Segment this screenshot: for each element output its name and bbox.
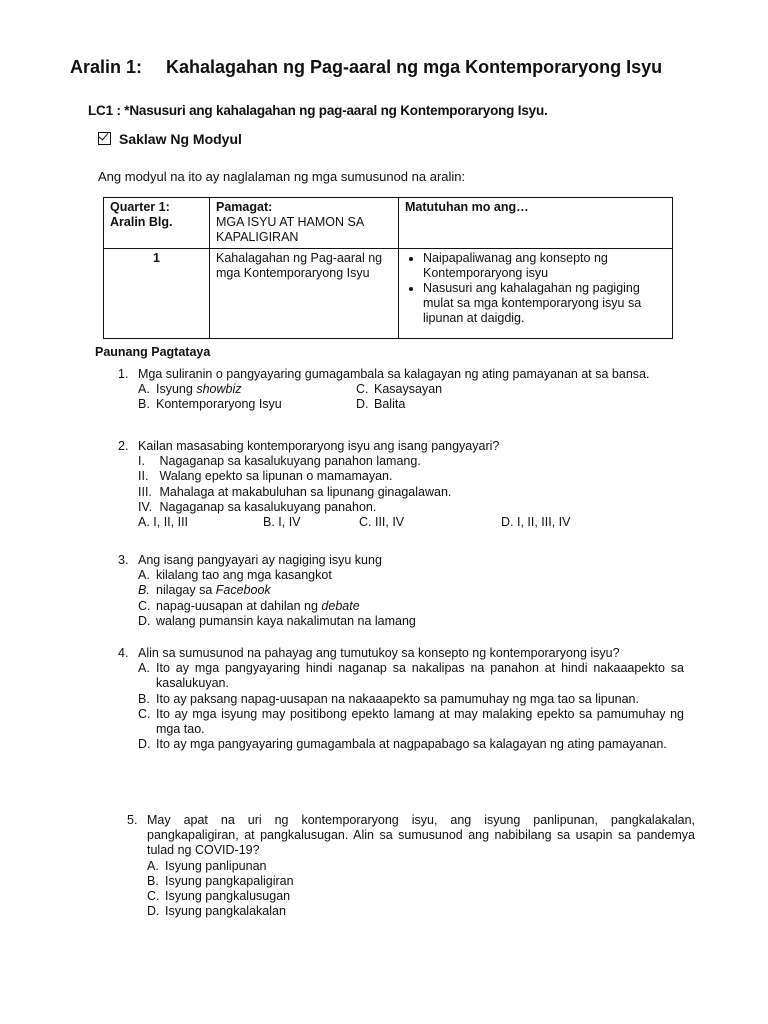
outcome-item: • Nasusuri ang kahalagahan ng pagiging mulat sa mga kontemporaryong isyu sa lipunan at daigdig. — [423, 281, 666, 326]
choice-c[interactable]: C. Ito ay mga isyung may positibong epekto lamang at may malaking epekto sa pamumuhay ng mga tao. — [138, 706, 684, 737]
module-table — [103, 197, 673, 339]
intro-text: Ang modyul na ito ay naglalaman ng mga sumusunod na aralin: — [98, 169, 466, 184]
statement-item: I. Nagaganap sa kasalukuyang panahon lamang. — [138, 454, 421, 469]
question-2: 2. Kailan masasabing kontemporaryong isyu ang isang pangyayari? I. Nagaganap sa kasalukuyang panahon lamang. II. Walang epekto sa lipunan o mamamayan. III. Mahalaga at makabuluhan sa lipunang ginagalawan. IV. Nagaganap sa kasalukuyang panahon. A. I, II, III B. I, IV C. III, IV D. I, II, III, IV — [118, 439, 684, 530]
question-text: May apat na uri ng kontemporaryong isyu, ang isyung panlipunan, pangkalakalan, pangkapaligiran, at pangkalusugan. Alin sa sumusunod ang nabibilang sa usapin sa pandemya tulad ng COVID-19? — [147, 813, 695, 858]
question-1: 1. Mga suliranin o pangyayaring gumagambala sa kalagayan ng ating pamayanan at sa bansa. A. Isyung showbiz C. Kasaysayan B. Kontemporaryong Isyu D. Balita — [118, 367, 684, 413]
question-5: 5. May apat na uri ng kontemporaryong isyu, ang isyung panlipunan, pangkalakalan, pangkapaligiran, at pangkalusugan. Alin sa sumusunod ang nabibilang sa usapin sa pandemya tulad ng COVID-19? A. Isyung panlipunan B. Isyung pangkapaligiran C. Isyung pangkalusugan D. Isyung pangkalakalan — [127, 813, 695, 919]
outcome-item: • Naipapaliwanag ang konsepto ng Kontemporaryong isyu — [423, 251, 666, 281]
choice-d[interactable]: D. Balita — [356, 397, 406, 412]
question-3: 3. Ang isang pangyayari ay nagiging isyu kung A. kilalang tao ang mga kasangkot B. nilagay sa Facebook C. napag-uusapan at dahilan ng debate D. walang pumansin kaya nakalimutan na lamang — [118, 553, 684, 629]
learning-outcomes — [399, 249, 673, 339]
question-text: Alin sa sumusunod na pahayag ang tumutukoy sa konsepto ng kontemporaryong isyu? — [138, 646, 620, 660]
saklaw-heading — [98, 131, 242, 147]
learning-competency: LC1 : *Nasusuri ang kahalagahan ng pag-aaral ng Kontemporaryong Isyu. — [88, 103, 548, 118]
statement-item: II. Walang epekto sa lipunan o mamamayan. — [138, 469, 393, 484]
choice-a[interactable]: A. I, II, III — [138, 515, 189, 530]
section-heading: Paunang Pagtataya — [95, 345, 211, 359]
choice-a[interactable]: A. Ito ay mga pangyayaring hindi naganap sa nakalipas na panahon at hindi nakaaapekto sa kasalukuyan. — [138, 661, 684, 691]
choice-d[interactable]: D. Ito ay mga pangyayaring gumagambala at nagpapabago sa kalagayan ng ating pamayanan. — [138, 737, 667, 752]
choice-c[interactable]: C. III, IV — [359, 515, 405, 530]
lesson-title-text: Kahalagahan ng Pag-aaral ng mga Kontemporaryong Isyu — [166, 57, 663, 77]
lesson-label: Aralin 1: — [70, 57, 143, 77]
aralin-title: Kahalagahan ng Pag-aaral ng mga Kontemporaryong Isyu — [210, 249, 399, 339]
choice-d[interactable]: D. Isyung pangkalakalan — [147, 904, 286, 919]
choice-c[interactable]: C. Isyung pangkalusugan — [147, 889, 291, 904]
choice-d[interactable]: D. I, II, III, IV — [501, 515, 571, 530]
choice-a[interactable]: A. Isyung panlipunan — [147, 858, 267, 873]
statement-item: III. Mahalaga at makabuluhan sa lipunang ginagalawan. — [138, 484, 452, 499]
question-text: Mga suliranin o pangyayaring gumagambala sa kalagayan ng ating pamayanan at sa bansa. — [138, 367, 650, 381]
question-text: Kailan masasabing kontemporaryong isyu ang isang pangyayari? — [138, 439, 500, 453]
header-matutuhan: Matutuhan mo ang… — [399, 198, 673, 249]
choice-b[interactable]: B. Kontemporaryong Isyu — [138, 397, 282, 412]
choice-b[interactable]: B. Isyung pangkapaligiran — [147, 873, 294, 888]
saklaw-text: Saklaw Ng Modyul — [119, 131, 242, 147]
choice-b[interactable]: B. I, IV — [263, 515, 301, 530]
lesson-title — [70, 56, 710, 78]
statement-item: IV. Nagaganap sa kasalukuyang panahon. — [138, 499, 377, 514]
choice-b[interactable]: B. nilagay sa Facebook — [138, 583, 271, 598]
aralin-number: 1 — [104, 249, 210, 339]
choice-b[interactable]: B. Ito ay paksang napag-uusapan na nakaaapekto sa pamumuhay ng mga tao sa lipunan. — [138, 691, 639, 706]
choice-d[interactable]: D. walang pumansin kaya nakalimutan na lamang — [138, 613, 416, 628]
header-pamagat: Pamagat: MGA ISYU AT HAMON SA KAPALIGIRAN — [210, 198, 399, 249]
table-header-row — [104, 198, 673, 249]
choice-c[interactable]: C. napag-uusapan at dahilan ng debate — [138, 598, 360, 613]
choice-c[interactable]: C. Kasaysayan — [356, 382, 443, 397]
header-quarter: Quarter 1: Aralin Blg. — [104, 198, 210, 249]
choice-a[interactable]: A. kilalang tao ang mga kasangkot — [138, 568, 332, 583]
question-4: 4. Alin sa sumusunod na pahayag ang tumutukoy sa konsepto ng kontemporaryong isyu? A. Ito ay mga pangyayaring hindi naganap sa nakalipas na panahon at hindi nakaaapekto sa kasalukuyan. B. Ito ay paksang napag-uusapan na nakaaapekto sa pamumuhay ng mga tao sa lipunan. C. Ito ay mga isyung may positibong epekto lamang at may malaking epekto sa pamumuhay ng mga tao. D. Ito ay mga pangyayaring gumagambala at nagpapabago sa kalagayan ng ating pamayanan. — [118, 646, 684, 752]
checkbox-checked-icon — [98, 132, 111, 145]
table-row — [104, 249, 673, 339]
choice-a[interactable]: A. Isyung showbiz — [138, 382, 242, 397]
question-text: Ang isang pangyayari ay nagiging isyu kung — [138, 553, 382, 567]
